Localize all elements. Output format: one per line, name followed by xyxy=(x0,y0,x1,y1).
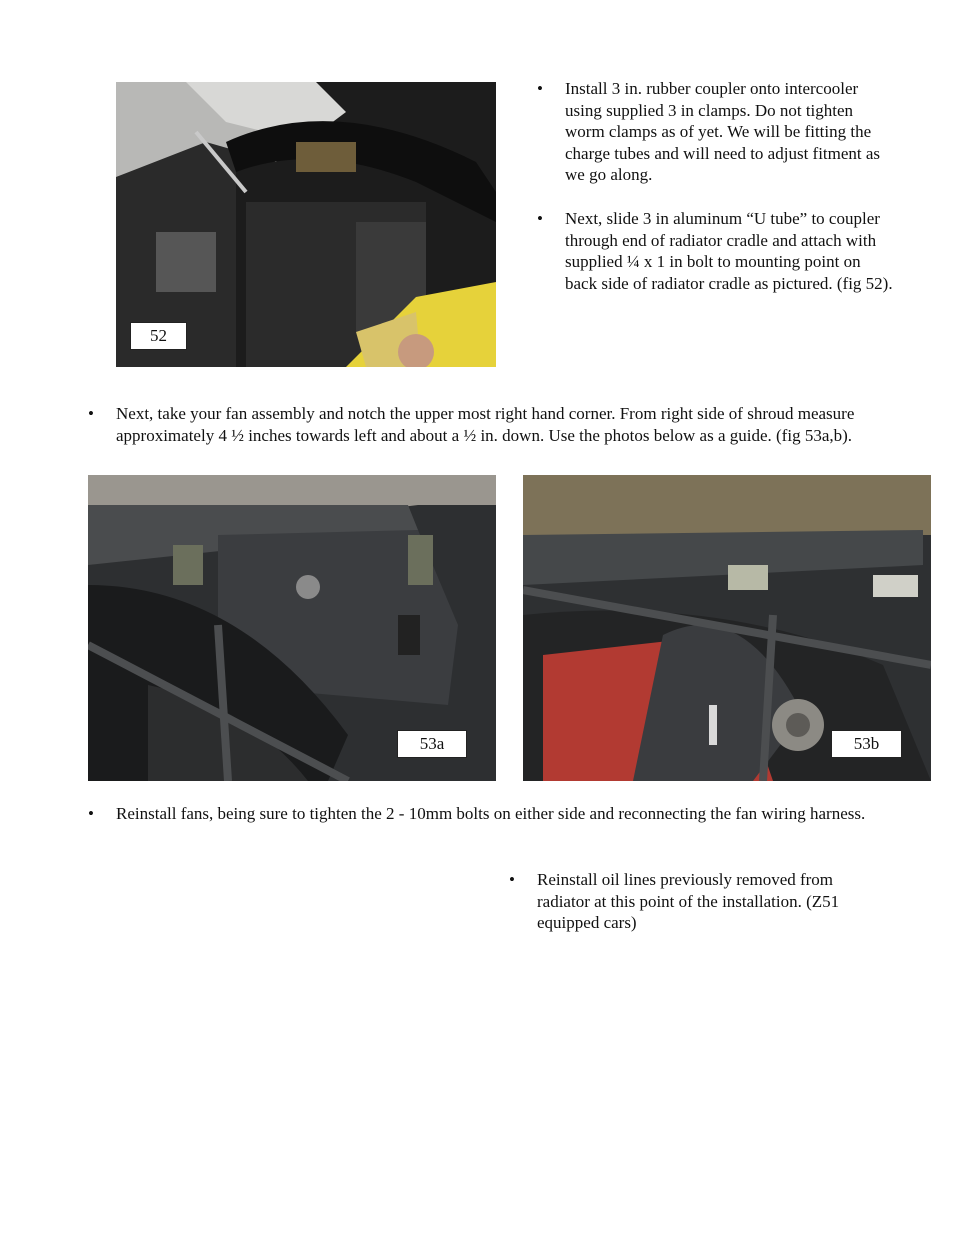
bullet-install-coupler xyxy=(537,78,897,188)
bullet-glyph: • xyxy=(88,804,94,823)
figure-53b-label: 53b xyxy=(831,730,902,758)
bullet-text: Next, slide 3 in aluminum “U tube” to coupler through end of radiator cradle and attach with supplied ¼ x 1 in bolt to mounting point on back side of radiator cradle as pictured. (fig 52). xyxy=(565,209,893,293)
bullet-glyph: • xyxy=(88,404,94,423)
bullet-text: Next, take your fan assembly and notch the upper most right hand corner. From right side of shroud measure approximately 4 ½ inches towards left and about a ½ in. down. Use the photos below as a guide. (fig 53a,b). xyxy=(116,404,855,445)
figure-53a-label: 53a xyxy=(397,730,467,758)
bullet-text: Reinstall fans, being sure to tighten the 2 - 10mm bolts on either side and reconnecting the fan wiring harness. xyxy=(116,804,866,823)
bullet-glyph: • xyxy=(509,870,515,889)
bullet-glyph: • xyxy=(537,209,543,228)
bullet-text: Reinstall oil lines previously removed from radiator at this point of the installation. (Z51 equipped cars) xyxy=(537,870,840,933)
bullet-glyph: • xyxy=(537,79,543,98)
bullet-text: Install 3 in. rubber coupler onto intercooler using supplied 3 in clamps. Do not tighten worm clamps as of yet. We will be fitting the charge tubes and will need to adjust fitment as we go along. xyxy=(565,79,881,185)
figure-52-label: 52 xyxy=(130,322,187,350)
bullet-reinstall-fans xyxy=(88,803,888,851)
bullet-reinstall-oil-lines xyxy=(509,869,879,939)
bullet-slide-u-tube xyxy=(537,208,897,318)
bullet-notch-fan-assembly xyxy=(88,403,878,473)
